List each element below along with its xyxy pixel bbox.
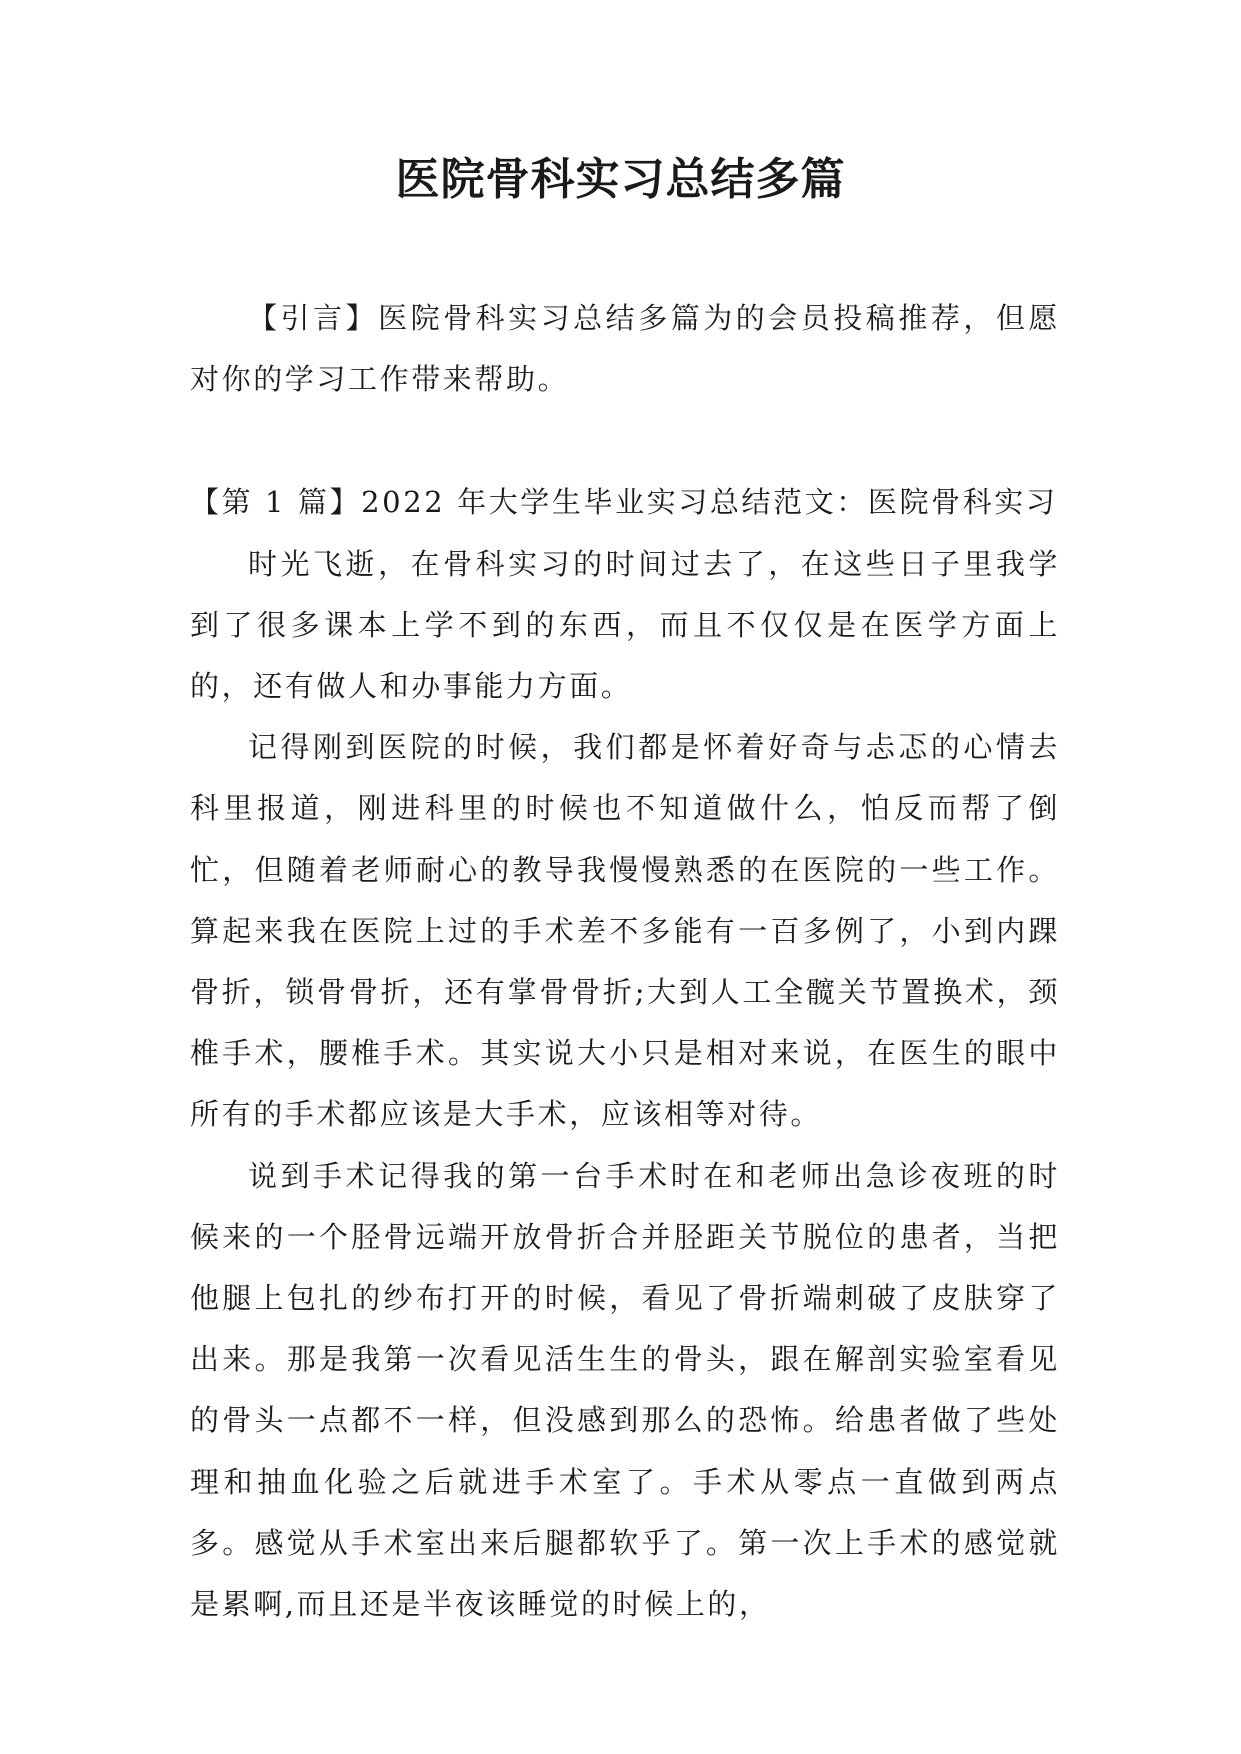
body-paragraph-2: 记得刚到医院的时候，我们都是怀着好奇与忐忑的心情去科里报道，刚进科里的时候也不知道做什么，怕反而帮了倒忙，但随着老师耐心的教导我慢慢熟悉的在医院的一些工作。算起来我在医院上过的手术差不多能有一百多例了，小到内踝骨折，锁骨骨折，还有掌骨骨折;大到人工全髋关节置换术，颈椎手术，腰椎手术。其实说大小只是相对来说，在医生的眼中所有的手术都应该是大手术，应该相等对待。 [190, 730, 1060, 1132]
intro-paragraph: 【引言】医院骨科实习总结多篇为的会员投稿推荐，但愿对你的学习工作带来帮助。 [190, 301, 1060, 397]
document-title: 医院骨科实习总结多篇 [395, 154, 846, 205]
document-body [190, 288, 1060, 1635]
body-paragraph-1: 时光飞逝，在骨科实习的时间过去了，在这些日子里我学到了很多课本上学不到的东西，而且不仅仅是在医学方面上的，还有做人和办事能力方面。 [190, 546, 1060, 704]
spacer [190, 410, 1060, 472]
section-heading: 【第 1 篇】2022 年大学生毕业实习总结范文：医院骨科实习 [190, 485, 1058, 520]
body-paragraph-3: 说到手术记得我的第一台手术时在和老师出急诊夜班的时候来的一个胫骨远端开放骨折合并胫距关节脱位的患者，当把他腿上包扎的纱布打开的时候，看见了骨折端刺破了皮肤穿了出来。那是我第一次看见活生生的骨头，跟在解剖实验室看见的骨头一点都不一样，但没感到那么的恐怖。给患者做了些处理和抽血化验之后就进手术室了。手术从零点一直做到两点多。感觉从手术室出来后腿都软乎了。第一次上手术的感觉就是累啊,而且还是半夜该睡觉的时候上的， [190, 1158, 1060, 1622]
